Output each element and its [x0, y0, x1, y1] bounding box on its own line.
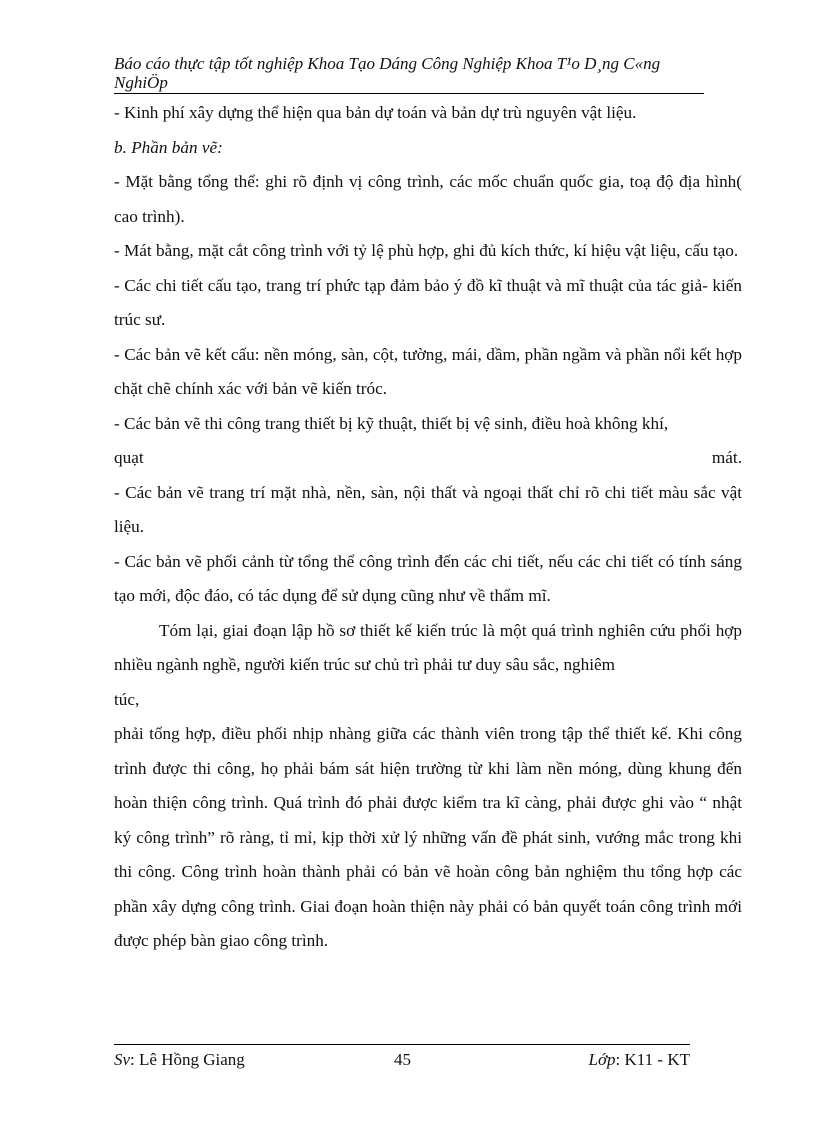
- paragraph-perspective: - Các bản vẽ phối cảnh từ tổng thể công trình đến các chi tiết, nếu các chi tiết có tính sáng tạo mới, độc đáo, có tác dụng để sử dụng cũng như về thẩm mĩ.: [114, 551, 742, 605]
- footer-divider: [114, 1044, 690, 1045]
- paragraph-summary: Tóm lại, giai đoạn lập hồ sơ thiết kế kiến trúc là một quá trình nghiên cứu phối hợp nhiều ngành nghề, người kiến trúc sư chủ trì phải tư duy sâu sắc, nghiêm: [114, 620, 742, 674]
- paragraph-decoration: - Các bản vẽ trang trí mặt nhà, nền, sàn, nội thất và ngoại thất chỉ rõ chi tiết màu sắc vật liệu.: [114, 482, 742, 536]
- student-name: [114, 1049, 245, 1071]
- document-body: [114, 96, 742, 959]
- paragraph-equipment: - Các bản vẽ thi công trang thiết bị kỹ thuật, thiết bị vệ sinh, điều hoà không khí,: [114, 413, 669, 433]
- page-header: [114, 54, 704, 94]
- paragraph-floor-plan: - Mát bằng, mặt cắt công trình với tỷ lệ phù hợp, ghi đủ kích thức, kí hiệu vật liệu, cấu tạo.: [114, 241, 739, 260]
- paragraph-details: - Các chi tiết cấu tạo, trang trí phức tạp đảm bảo ý đồ kĩ thuật và mĩ thuật của tác giả- kiến trúc sư.: [114, 275, 742, 329]
- class-label: Lớp: [588, 1050, 616, 1069]
- paragraph-summary-fragment: túc,: [114, 689, 140, 709]
- paragraph-structure: - Các bản vẽ kết cấu: nền móng, sàn, cột, tường, mái, dầm, phần ngầm và phần nổi kết hợp chặt chẽ chính xác với bản vẽ kiến tróc.: [114, 344, 742, 398]
- header-title: Báo cáo thực tập tốt nghiệp Khoa Tạo Dáng Công Nghiệp Khoa T¹o D¸ng C«ng: [114, 54, 661, 73]
- paragraph-master-plan: - Mặt bằng tổng thể: ghi rõ định vị công trình, các mốc chuẩn quốc gia, toạ độ địa hình( cao trình).: [114, 172, 742, 226]
- page-footer: [114, 1049, 690, 1071]
- class-value: : K11 - KT: [615, 1050, 690, 1069]
- student-value: : Lê Hồng Giang: [130, 1050, 245, 1069]
- class-info: [589, 1049, 690, 1071]
- paragraph-construction: phải tổng hợp, điều phối nhịp nhàng giữa các thành viên trong tập thể thiết kế. Khi công trình được thi công, họ phải bám sát hiện trường từ khi làm nền móng, dùng khung đến hoàn thiện công trình. Quá trình đó phải được kiểm tra kĩ càng, phải được ghi vào “ nhật ký công trình” rõ ràng, tỉ mỉ, kịp thời xử lý những vấn đề phát sinh, vướng mắc trong khi thi công. Công trình hoàn thành phải có bản vẽ hoàn công bản nghiệm thu tổng hợp các phần xây dựng công trình. Giai đoạn hoàn thiện này phải có bản quyết toán công trình mới được phép bàn giao công trình.: [114, 724, 742, 950]
- section-heading-drawings: b. Phần bản vẽ:: [114, 137, 223, 157]
- paragraph-equipment-continuation: quạt mát.: [114, 448, 742, 467]
- paragraph-budget: - Kinh phí xây dựng thể hiện qua bản dự toán và bản dự trù nguyên vật liệu.: [114, 103, 637, 122]
- page-number: 45: [394, 1050, 411, 1069]
- header-title-continuation: NghiÖp: [114, 73, 168, 92]
- student-label: Sv: [114, 1050, 131, 1069]
